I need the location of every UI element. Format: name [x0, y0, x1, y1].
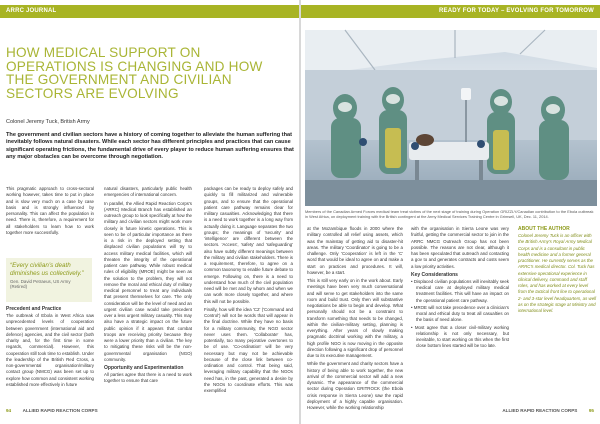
body-column-2	[104, 186, 192, 406]
photo-illustration	[305, 30, 597, 206]
body-paragraph: with the organisation in Sierra Leone was very fruitful, getting the commercial sector to join in the ARRC NMCG Outreach Group has not been possible. The reasons are not clear, although it has been speculated that outreach and contacting a gov to and generates contracts and costs seem a low priority activities.	[411, 226, 509, 269]
body-paragraph: This is still very early on in the work about. Early meetings have been very much conversational and will serve to get stakeholders into the same room and build trust. Only then will substantive negotiations be able to begin and develop. What personally should not be a constraint to transform something that needs to be changed, within the civilian-military setting, planning is everything. After years of slowly making pragmatic doctrinal working with the military, a high profile NGO is now moving in the opposite direction following a significant drop of personnel due to its executive management.	[307, 278, 403, 358]
page-number: 94	[6, 408, 12, 413]
body-column-3	[204, 186, 293, 406]
footer-title: ALLIED RAPID REACTION CORPS	[502, 408, 578, 413]
section-header-bar	[0, 5, 299, 18]
pull-quote-attribution: Gen. David Petraeus, US Army (Retired)	[10, 279, 71, 289]
body-paragraph: The outbreak of Ebola in West Africa saw unprecedented levels of cooperation between government (international aid and defence) agencies, and the civil sector (both charity and, for the first time in some regards, commercial). However, this cooperation still took time to establish. Under the leadership of the British Red Cross, a non-governmental organisation/military contact group (NMCG) was been set up to explore how common and consistent working established more effectively in future	[6, 313, 94, 387]
body-column-2	[411, 226, 509, 406]
right-page	[301, 0, 600, 424]
body-paragraph: In parallel, the Allied Rapid Reaction Corps's (ARRC) Medical Branch has established an outreach group to look specifically at how the military and civilian sectors might work more closely in future kinetic operations. This is seen to be of particular importance as there is a risk in the deployed setting that displaced civilian populations will try to access military medical facilities, which will threaten the integrity of the operational patient care pathway. While robust medical rules of eligibility (MROE) might be seen as the solution to the problem, they will not remove the moral and ethical duty of military medical personnel to treat any individuals that present themselves for care. The only consideration will be the level of need and an urgent civilian case would take precedent over a less urgent military casualty. This may also have a strategic impact on the future public opinion if it appears that combat troops are receiving priority because they were a lower priority than a civilian. The key to mitigating these risks will be the non-governmental organisation (NGO) community.	[104, 200, 192, 362]
body-column-1-bottom	[6, 305, 94, 406]
body-column-1	[307, 226, 403, 410]
section-heading: Key Considerations	[411, 271, 458, 278]
footer-title: ALLIED RAPID REACTION CORPS	[22, 408, 98, 413]
about-heading: ABOUT THE AUTHOR	[518, 226, 570, 232]
article-photo	[305, 30, 597, 206]
left-page	[0, 0, 299, 424]
body-column-1-top	[6, 186, 94, 256]
photo-caption: Members of the Canadian Armed Forces medical team treat victims of the next stage of training during Operation GRIZZLY/Canadian contribution to the Ebola outbreak in West Africa, on deployment training with the British contingent at the Army Medical Services Training Centre in Grimsell, UK, Dec. 11, 2014.	[305, 209, 594, 219]
key-considerations-list	[411, 279, 509, 350]
body-paragraph: While the government and charity sectors have a history of being able to work together, the new arrival of the commercial sector will add a new dynamic. The appearance of the commercial sector during Operation GRITROCK (the Ebola crisis response in Sierra Leone) saw the rapid deployment of a highly capable organisation. However, while the working relationship	[307, 361, 403, 410]
right-footer	[502, 408, 594, 413]
about-the-author	[518, 226, 598, 314]
about-text: Colonel Jeremy Tuck is an officer with the British Army's Royal Army Medical Corps and is a consultant in public health medicine and a former general practitioner. He currently serves as the ARRC's medical director. Col. Tuck has extensive operational experience in clinical delivery, command and staff roles, and has worked at every level from the tactical front line to operational 2- and 3-star level headquarters, as well as on the strategic stage at Ministry and international level.	[518, 233, 597, 313]
page-number: 95	[588, 408, 594, 413]
body-paragraph: This pragmatic approach to cross-sectoral working however, takes time to put in place and is slow very much on a case by case basis and is strongly influenced by personality. This can affect the population in need. There is, therefore, a requirement for all stakeholders to learn how to work together more successfully.	[6, 186, 94, 235]
section-header-label: READY FOR TODAY – EVOLVING FOR TOMORROW	[438, 8, 594, 14]
list-item: • Most agree that a closer civil-military working relationship is not only necessary, but inevitable, to start working on this when the first close bottom lines started will be too late.	[411, 324, 509, 349]
list-item: • Displaced civilian populations will inevitably seek medical care at deployed military medical treatment facilities. This will have an impact on the operational patient care pathway.	[411, 278, 509, 303]
body-paragraph: Finally, how will the idea 'C2' ('Command and Control') will not be words that will appear in the final doctrine. While they have no basis for a military community, the NGO sector never uses them. 'Collaborate' has, potentially, too many pejorative overtones to be of use. 'Co-ordination' will be very necessary but may not be achievable because of the close link between co-ordination and control. That being said, leveraging military capability that the NGOs need has, in the past, generated a desire by the NGOs to coordinate efforts. This was exemplified	[204, 306, 293, 393]
pull-quote	[6, 258, 92, 302]
body-paragraph: natural disasters, particularly public health emergencies of international concern.	[104, 186, 192, 198]
standfirst: The government and civilian sectors have a history of coming together to alleviate the human suffering that inevitably follows natural disasters. While each sector has different principles and practices that can cause significant operating frictions, the fundamental drive of every player to reduce human suffering ensures that any major obstacles can be overcome through negotiation.	[6, 132, 294, 160]
article-headline: HOW MEDICAL SUPPORT ON OPERATIONS IS CHANGING AND HOW THE GOVERNMENT AND CIVILIAN SECTORS ARE EVOLVING	[6, 45, 263, 101]
body-paragraph: All parties agree that there is a need to work together to ensure that care	[104, 372, 192, 384]
body-paragraph: at the Mozambique floods in 2000 where the military controlled all relief using assets, which was the mainstay of getting aid to disaster-hit areas. The military 'Coordinator' is going to be a challenge. Only 'Cooperation' is left in the 'C' word that would be ideal to agree on and make a start on practices and procedures. It will, however, be a start.	[307, 226, 403, 275]
section-header-bar	[301, 5, 600, 18]
pull-quote-text: “Every civilian’s death diminishes us collectively.”	[10, 262, 84, 277]
left-footer	[6, 408, 98, 413]
byline: Colonel Jeremy Tuck, British Army	[6, 119, 90, 125]
list-item: • MROE will not take precedence over a clinician's moral and ethical duty to treat all casualties on the basis of need alone.	[411, 304, 509, 323]
section-heading: Precedent and Practice	[6, 306, 62, 312]
section-heading: Opportunity and Experimentation	[104, 365, 184, 371]
section-header-label: ARRC JOURNAL	[6, 8, 57, 14]
body-paragraph: packages can be ready to deploy safely and quickly to fill militarized and vulnerable groups, and to ensure that the operational patient care pathway remains clear for military casualties. Acknowledging that there is a need to work together is a long way from actually doing it. Language separates the two groups; the meanings of 'security' and 'intelligence' are different between the sectors. 'Access', 'safety' and 'safeguarding' also have subtly different meanings between the military and civilian stakeholders. There is a requirement, therefore, to agree on a common taxonomy to enable future debate to emerge. Following on, there is a need to understand how much of the civil population need will be met and by whom and when we can work more closely together, and where this will not be possible.	[204, 186, 293, 304]
